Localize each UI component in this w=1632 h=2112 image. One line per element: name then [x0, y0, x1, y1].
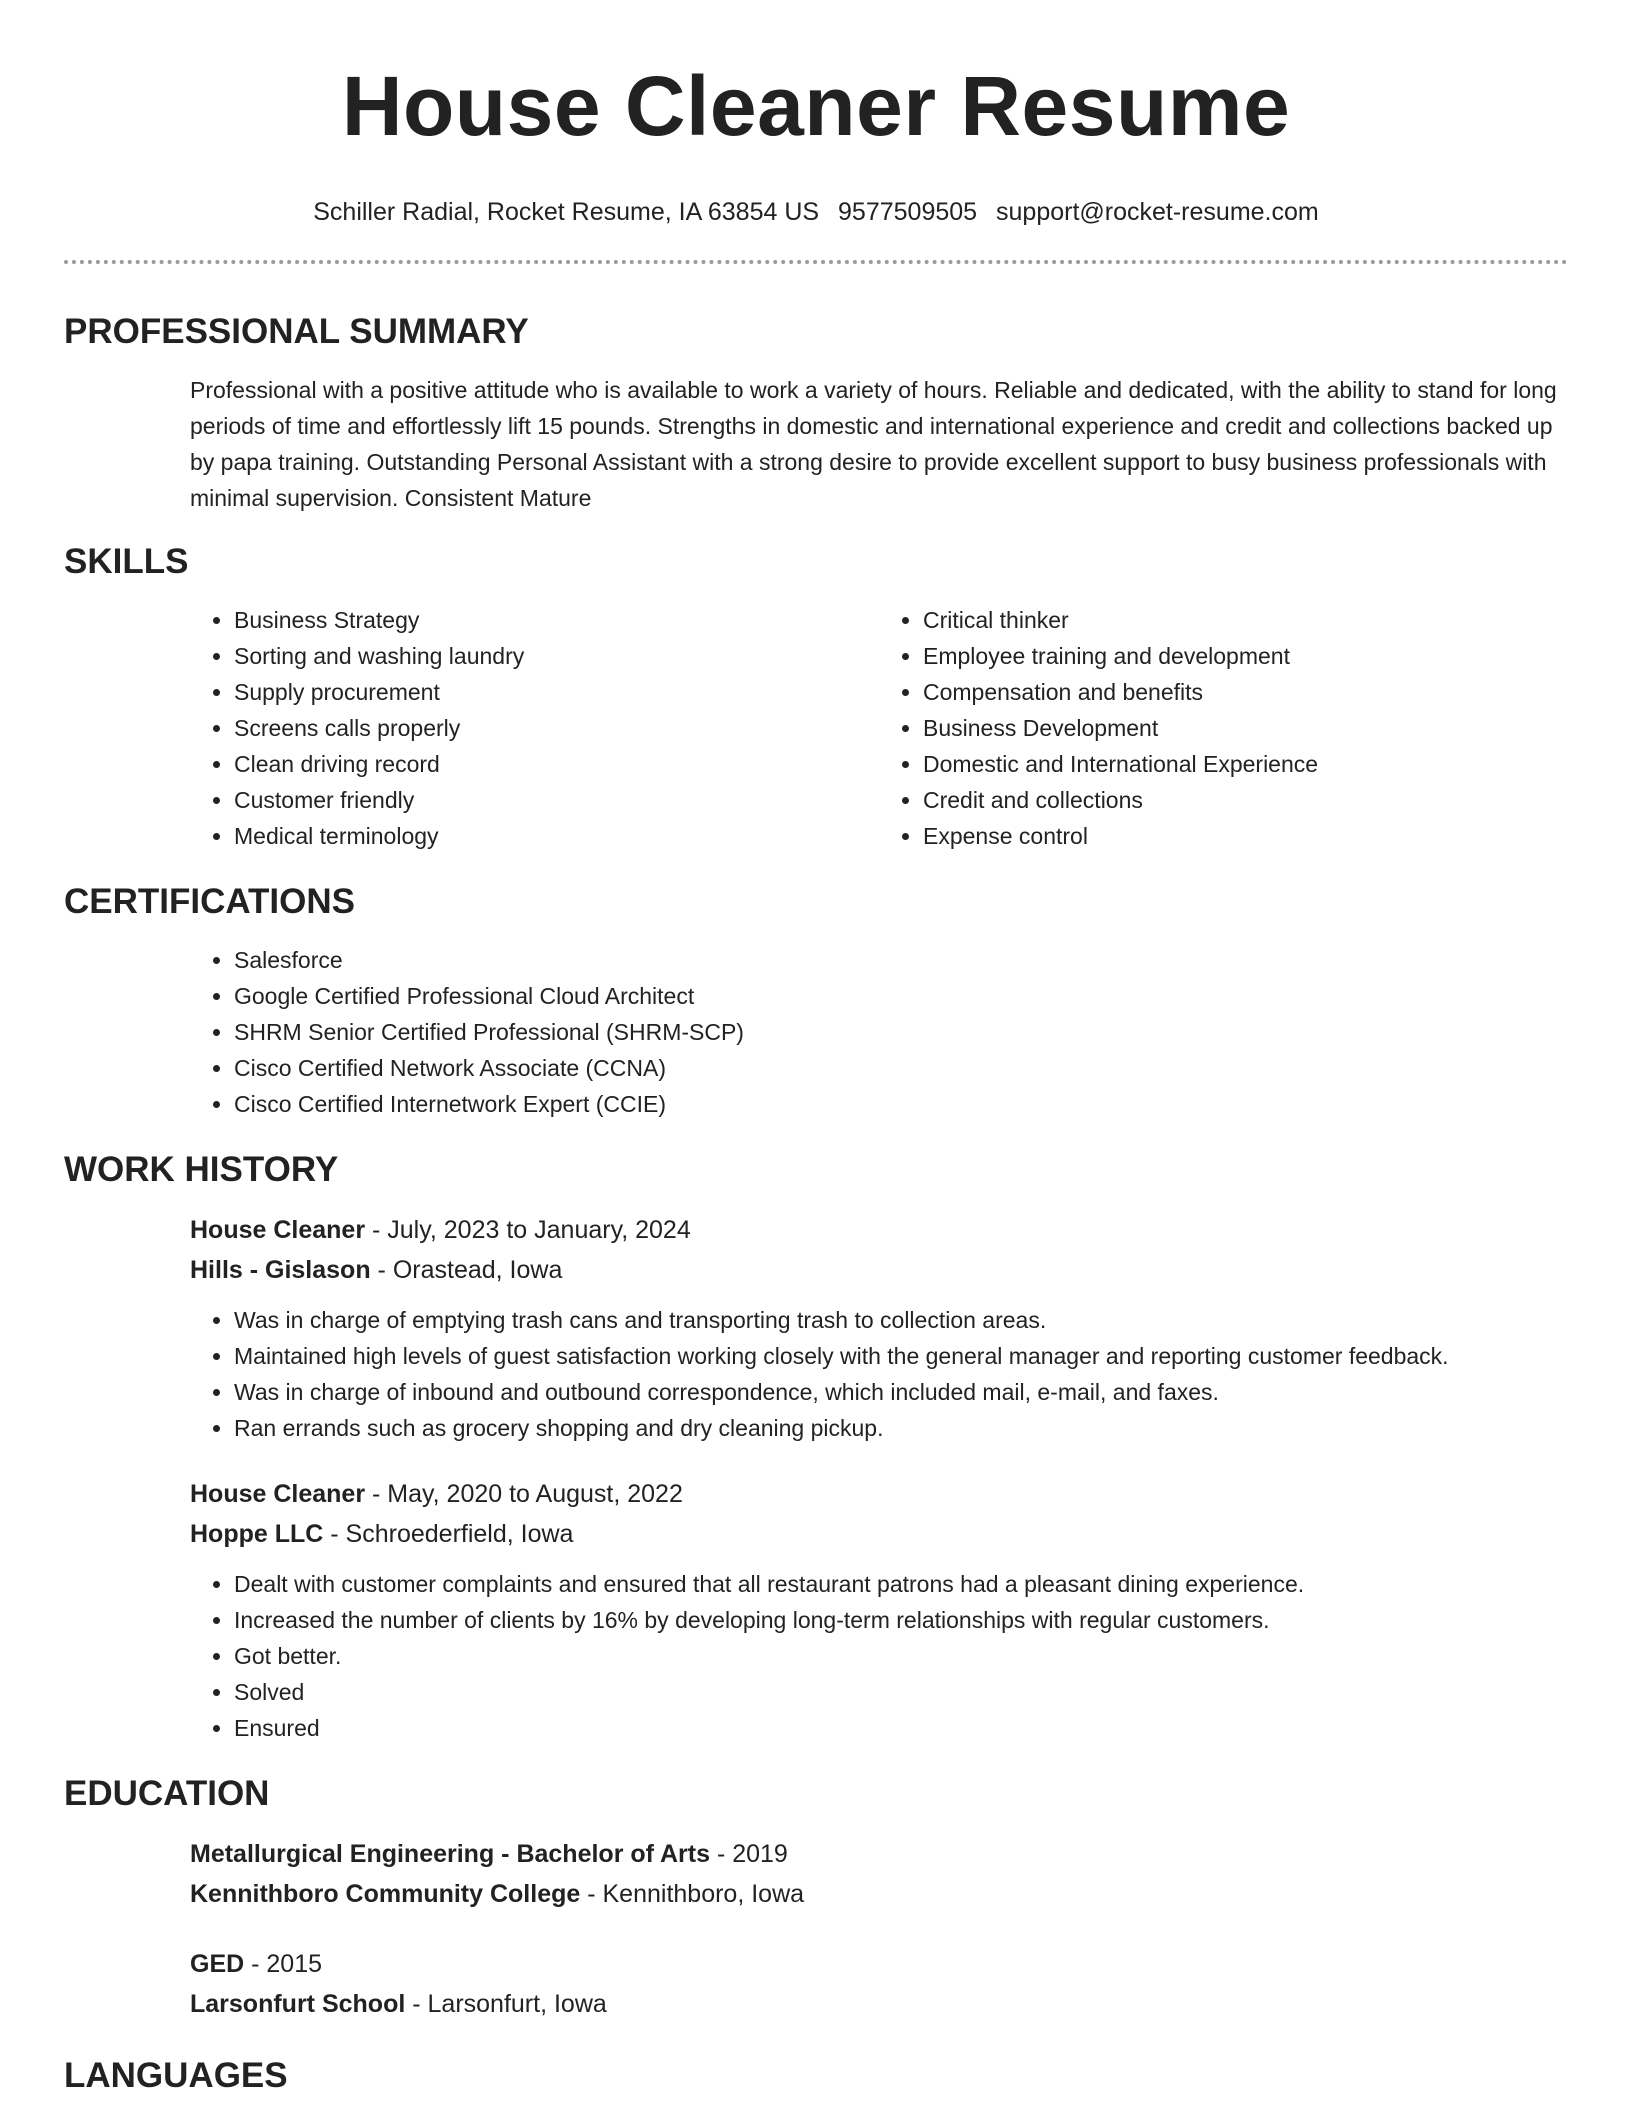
certification-item: • Salesforce: [234, 942, 1568, 978]
job-bullet: • Ensured: [234, 1710, 1568, 1746]
certifications-list: [190, 942, 1568, 1122]
skills-section: [64, 540, 1568, 854]
job-bullet: • Was in charge of emptying trash cans and transporting trash to collection areas.: [234, 1302, 1568, 1338]
job-dates: - July, 2023 to January, 2024: [365, 1216, 691, 1244]
certifications-section: [64, 880, 1568, 1122]
job-bullet: • Dealt with customer complaints and ensured that all restaurant patrons had a pleasant dining experience.: [234, 1566, 1568, 1602]
education-year: - 2015: [244, 1950, 323, 1978]
skills-heading: SKILLS: [64, 542, 189, 581]
job-bullet: • Was in charge of inbound and outbound correspondence, which included mail, e-mail, and faxes.: [234, 1374, 1568, 1410]
job-company-line: [190, 1514, 1568, 1554]
education-entry: [190, 1944, 1568, 2024]
job-title: House Cleaner: [190, 1216, 366, 1244]
skill-item: • Sorting and washing laundry: [234, 638, 879, 674]
skill-item: • Business Strategy: [234, 602, 879, 638]
education-heading: EDUCATION: [64, 1774, 270, 1813]
skill-item: • Expense control: [923, 818, 1568, 854]
languages-heading: LANGUAGES: [64, 2056, 288, 2095]
work-section: [64, 1148, 1568, 1746]
skill-item: • Business Development: [923, 710, 1568, 746]
education-section: [64, 1772, 1568, 2024]
contact-phone: 9577509505: [838, 198, 978, 226]
job-title-line: [190, 1210, 1568, 1250]
summary-heading: PROFESSIONAL SUMMARY: [64, 312, 529, 351]
resume-title: House Cleaner Resume: [341, 59, 1291, 153]
education-school: Kennithboro Community College: [190, 1880, 581, 1908]
job-company-line: [190, 1250, 1568, 1290]
skills-columns: [190, 602, 1568, 854]
skill-item: • Domestic and International Experience: [923, 746, 1568, 782]
skill-item: • Medical terminology: [234, 818, 879, 854]
education-school-line: [190, 1984, 1568, 2024]
skill-item: • Customer friendly: [234, 782, 879, 818]
job-bullets: [190, 1302, 1568, 1446]
contact-line: [64, 196, 1568, 228]
education-entry: [190, 1834, 1568, 1914]
job-dates: - May, 2020 to August, 2022: [365, 1480, 683, 1508]
work-heading: WORK HISTORY: [64, 1150, 339, 1189]
education-degree: GED: [190, 1950, 245, 1978]
education-school: Larsonfurt School: [190, 1990, 406, 2018]
job-title: House Cleaner: [190, 1480, 366, 1508]
skill-item: • Critical thinker: [923, 602, 1568, 638]
skill-item: • Employee training and development: [923, 638, 1568, 674]
languages-section: [64, 2054, 1568, 2098]
certification-item: • Cisco Certified Network Associate (CCNA): [234, 1050, 1568, 1086]
skill-item: • Screens calls properly: [234, 710, 879, 746]
education-year: - 2019: [710, 1840, 788, 1868]
education-degree-line: [190, 1834, 1568, 1874]
education-location: - Kennithboro, Iowa: [580, 1880, 805, 1908]
skills-left-list: [190, 602, 879, 854]
certification-item: • Cisco Certified Internetwork Expert (CCIE): [234, 1086, 1568, 1122]
skill-item: • Compensation and benefits: [923, 674, 1568, 710]
summary-section: [64, 310, 1568, 516]
job-bullet: • Got better.: [234, 1638, 1568, 1674]
skills-right-list: [879, 602, 1568, 854]
certifications-heading: CERTIFICATIONS: [64, 882, 356, 921]
contact-address: Schiller Radial, Rocket Resume, IA 63854 US: [313, 198, 820, 226]
header-divider: [64, 260, 1568, 264]
job-bullet: • Solved: [234, 1674, 1568, 1710]
education-location: - Larsonfurt, Iowa: [405, 1990, 607, 2018]
job-entry: [190, 1474, 1568, 1554]
job-bullet: • Ran errands such as grocery shopping and dry cleaning pickup.: [234, 1410, 1568, 1446]
contact-email: support@rocket-resume.com: [996, 198, 1319, 226]
job-entry: [190, 1210, 1568, 1290]
job-company: Hoppe LLC: [190, 1520, 324, 1548]
job-title-line: [190, 1474, 1568, 1514]
job-location: - Schroederfield, Iowa: [323, 1520, 574, 1548]
job-bullets: [190, 1566, 1568, 1746]
job-company: Hills - Gislason: [190, 1256, 371, 1284]
certification-item: • Google Certified Professional Cloud Architect: [234, 978, 1568, 1014]
education-degree-line: [190, 1944, 1568, 1984]
skill-item: • Clean driving record: [234, 746, 879, 782]
certification-item: • SHRM Senior Certified Professional (SHRM-SCP): [234, 1014, 1568, 1050]
education-degree: Metallurgical Engineering - Bachelor of Arts: [190, 1840, 710, 1868]
job-location: - Orastead, Iowa: [370, 1256, 563, 1284]
job-bullet: • Maintained high levels of guest satisfaction working closely with the general manager and reporting customer feedback.: [234, 1338, 1568, 1374]
education-school-line: [190, 1874, 1568, 1914]
skill-item: • Credit and collections: [923, 782, 1568, 818]
skill-item: • Supply procurement: [234, 674, 879, 710]
summary-text: Professional with a positive attitude who is available to work a variety of hours. Reliable and dedicated, with the ability to stand for long periods of time and effortlessly lift 15 pounds. Strengths in domestic and international experience and credit and collections backed up by papa training. Outstanding Personal Assistant with a strong desire to provide excellent support to busy business professionals with minimal supervision. Consistent Mature: [190, 377, 1557, 511]
job-bullet: • Increased the number of clients by 16% by developing long-term relationships with regular customers.: [234, 1602, 1568, 1638]
